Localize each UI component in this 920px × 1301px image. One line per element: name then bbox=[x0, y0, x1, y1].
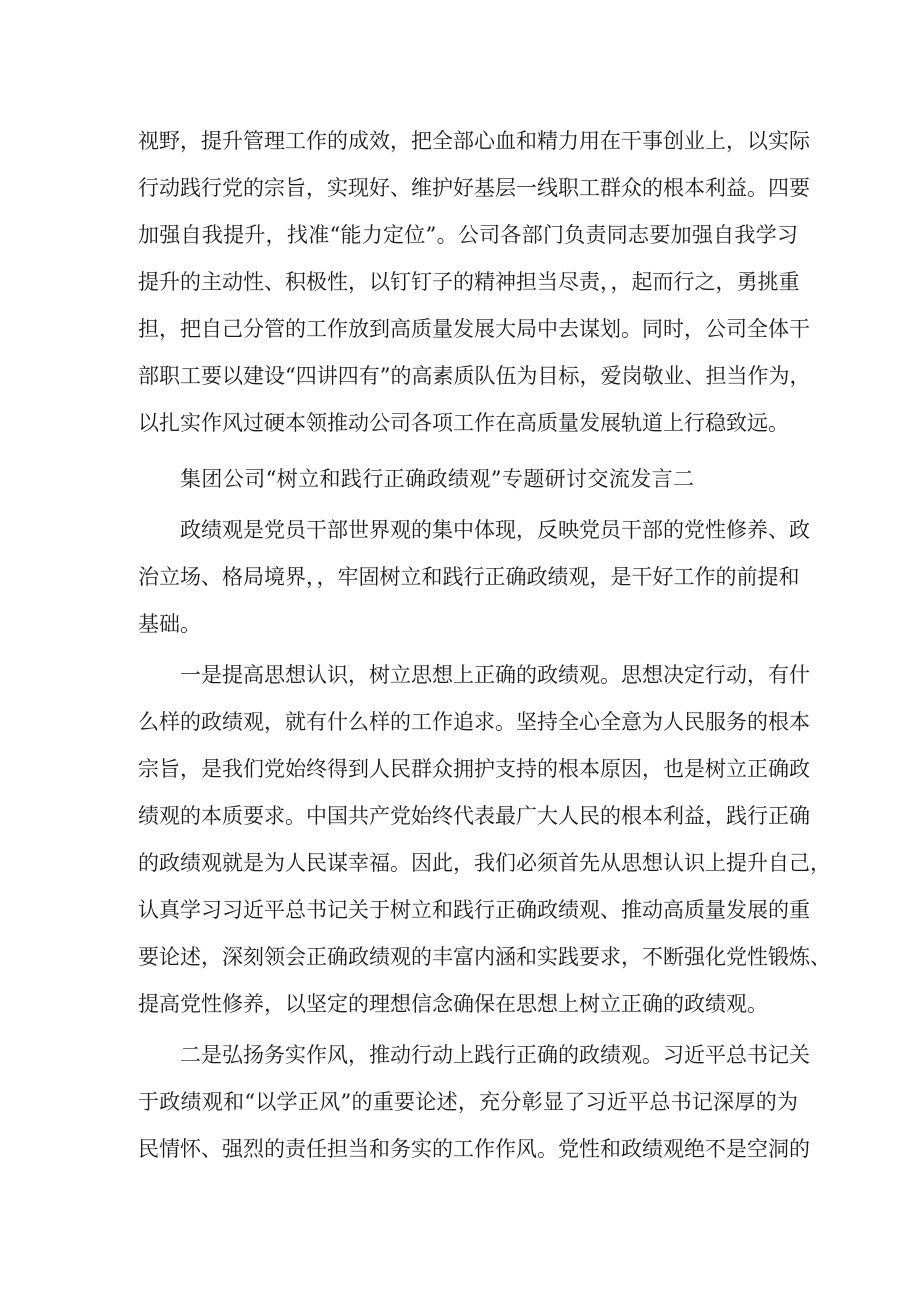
text-line: 以扎实作风过硬本领推动公司各项工作在高质量发展轨道上行稳致远。 bbox=[138, 411, 789, 435]
text-line: 一是提高思想认识，树立思想上正确的政绩观。思想决定行动，有什 bbox=[180, 663, 810, 687]
text-line: 政绩观是党员干部世界观的集中体现，反映党员干部的党性修养、政 bbox=[180, 518, 810, 542]
text-line: 于政绩观和“以学正风”的重要论述，充分彰显了习近平总书记深厚的为 bbox=[138, 1090, 798, 1114]
text-line: 提升的主动性、积极性，以钉钉子的精神担当尽责，，起而行之，勇挑重 bbox=[138, 270, 800, 294]
text-line: 提高党性修养，以坚定的理想信念确保在思想上树立正确的政绩观。 bbox=[138, 992, 768, 1016]
text-line: 行动践行党的宗旨，实现好、维护好基层一线职工群众的根本利益。四要 bbox=[138, 176, 810, 200]
text-line: 绩观的本质要求。中国共产党始终代表最广大人民的根本利益，践行正确 bbox=[138, 804, 810, 828]
text-line: 要论述，深刻领会正确政绩观的丰富内涵和实践要求，不断强化党性锻炼、 bbox=[138, 945, 831, 969]
text-line: 民情怀、强烈的责任担当和务实的工作作风。党性和政绩观绝不是空洞的 bbox=[138, 1137, 810, 1161]
text-line: 视野，提升管理工作的成效，把全部心血和精力用在干事创业上，以实际 bbox=[138, 129, 810, 153]
text-line: 治立场、格局境界，，牢固树立和践行正确政绩观，是干好工作的前提和 bbox=[138, 565, 800, 589]
text-line: 么样的政绩观，就有什么样的工作追求。坚持全心全意为人民服务的根本 bbox=[138, 710, 810, 734]
text-line: 基础。 bbox=[138, 612, 201, 636]
section-heading: 集团公司“树立和践行正确政绩观”专题研讨交流发言二 bbox=[180, 467, 695, 491]
text-line: 二是弘扬务实作风，推动行动上践行正确的政绩观。习近平总书记关 bbox=[180, 1043, 810, 1067]
text-line: 担，把自己分管的工作放到高质量发展大局中去谋划。同时，公司全体干 bbox=[138, 317, 810, 341]
text-line: 的政绩观就是为人民谋幸福。因此，我们必须首先从思想认识上提升自己， bbox=[138, 851, 831, 875]
text-line: 宗旨，是我们党始终得到人民群众拥护支持的根本原因，也是树立正确政 bbox=[138, 757, 810, 781]
text-line: 加强自我提升，找准“能力定位”。公司各部门负责同志要加强自我学习 bbox=[138, 223, 798, 247]
text-line: 部职工要以建设“四讲四有”的高素质队伍为目标，爱岗敬业、担当作为， bbox=[138, 364, 811, 388]
text-line: 认真学习习近平总书记关于树立和践行正确政绩观、推动高质量发展的重 bbox=[138, 898, 810, 922]
